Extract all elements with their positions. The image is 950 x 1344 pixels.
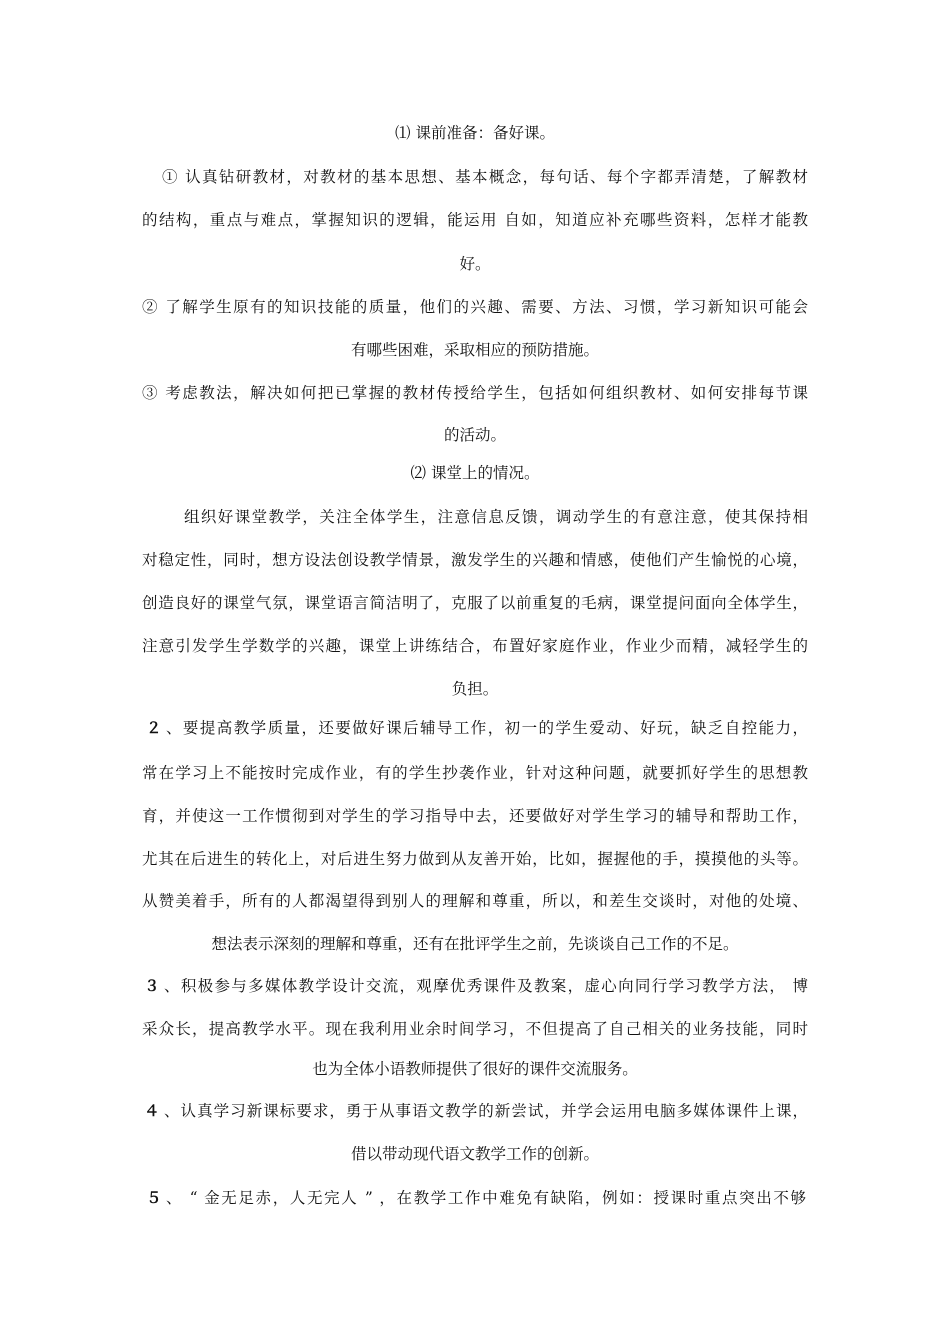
section1-heading: ⑴ 课前准备：备好课。 (395, 124, 555, 142)
item1-line3: 好。 (459, 255, 491, 273)
point3-line3: 也为全体小语教师提供了很好的课件交流服务。 (312, 1060, 638, 1078)
point3-line2: 采众长，提高教学水平。现在我利用业余时间学习，不但提高了自己相关的业务技能，同时 (142, 1020, 808, 1038)
point2-number: ２ (146, 718, 162, 737)
point4-number: ４ (144, 1101, 160, 1120)
point2-line3: 育，并使这一工作惯彻到对学生的学习指导中去，还要做好对学生学习的辅导和帮助工作， (142, 807, 808, 825)
classroom-line4: 注意引发学生学数学的兴趣，课堂上讲练结合，布置好家庭作业，作业少而精，减轻学生的 (142, 637, 808, 655)
item1-line1: ① 认真钻研教材，对教材的基本思想、基本概念，每句话、每个字都弄清楚，了解教材 (162, 168, 808, 186)
point2-line2: 常在学习上不能按时完成作业，有的学生抄袭作业，针对这种问题，就要抓好学生的思想教 (142, 764, 808, 782)
point2-line4: 尤其在后进生的转化上，对后进生努力做到从友善开始，比如，握握他的手，摸摸他的头等。 (142, 850, 808, 868)
item2-line1: ② 了解学生原有的知识技能的质量，他们的兴趣、需要、方法、习惯，学习新知识可能会 (142, 298, 808, 316)
point4-line1: 、认真学习新课标要求，勇于从事语文教学的新尝试，并学会运用电脑多媒体课件上课， (164, 1102, 808, 1120)
classroom-line2: 对稳定性，同时，想方设法创设教学情景，激发学生的兴趣和情感，使他们产生愉悦的心境， (142, 551, 808, 569)
item3-line2: 的活动。 (443, 426, 506, 444)
point2-line1: 、要提高教学质量，还要做好课后辅导工作，初一的学生爱动、好玩，缺乏自控能力， (166, 719, 808, 737)
classroom-line5: 负担。 (451, 680, 499, 698)
section2-heading: ⑵ 课堂上的情况。 (410, 464, 540, 482)
point4-line2: 借以带动现代语文教学工作的创新。 (350, 1145, 599, 1163)
point2-line6: 想法表示深刻的理解和尊重，还有在批评学生之前，先谈谈自己工作的不足。 (211, 935, 739, 953)
point5-line1: 、 “ 金无足赤，人无完人 ” ，在教学工作中难免有缺陷，例如：授课时重点突出不够 (166, 1189, 806, 1207)
item3-line1: ③ 考虑教法，解决如何把已掌握的教材传授给学生，包括如何组织教材、如何安排每节课 (142, 384, 808, 402)
point5-number: ５ (146, 1188, 162, 1207)
point2-line5: 从赞美着手，所有的人都渴望得到别人的理解和尊重，所以，和差生交谈时，对他的处境、 (142, 892, 808, 910)
classroom-line3: 创造良好的课堂气氛，课堂语言简洁明了，克服了以前重复的毛病，课堂提问面向全体学生， (142, 594, 808, 612)
item1-line2: 的结构，重点与难点，掌握知识的逻辑，能运用 自如，知道应补充哪些资料，怎样才能教 (142, 211, 808, 229)
item2-line2: 有哪些困难，采取相应的预防措施。 (350, 341, 599, 359)
point3-number: ３ (144, 976, 160, 995)
classroom-line1: 组织好课堂教学，关注全体学生，注意信息反馈，调动学生的有意注意，使其保持相 (184, 508, 808, 526)
point3-line1: 、积极参与多媒体教学设计交流，观摩优秀课件及教案，虚心向同行学习教学方法， 博 (164, 977, 808, 995)
